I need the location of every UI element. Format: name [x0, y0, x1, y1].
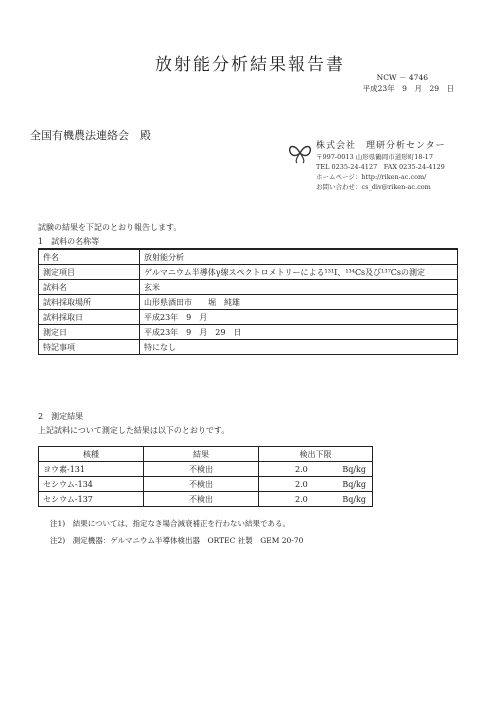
row-label: 試料採取日 [39, 310, 140, 325]
limit-unit: Bq/kg [342, 464, 366, 474]
limit-unit: Bq/kg [342, 494, 366, 504]
limit-value: 2.0 [295, 494, 308, 504]
limit-cell [259, 492, 373, 507]
row-value: 玄米 [140, 280, 458, 295]
row-label: 試料名 [39, 280, 140, 295]
table-row [39, 492, 373, 507]
result-cell: 不検出 [144, 492, 259, 507]
limit-unit: Bq/kg [342, 479, 366, 489]
nuclide-cell: ヨウ素-131 [39, 462, 144, 477]
note-1: 注1) 結果については、指定なき場合減衰補正を行わない結果である。 [50, 519, 291, 528]
row-value: 放射能分析 [140, 249, 458, 265]
table-row [39, 249, 458, 265]
section2-title: 2 測定結果 [38, 412, 84, 421]
table-row [39, 265, 458, 280]
table-row [39, 280, 458, 295]
limit-value: 2.0 [295, 464, 308, 474]
company-contact: お問い合わせ：cs_div@riken-ac.com [316, 183, 431, 191]
section1-title: 1 試料の名称等 [38, 237, 100, 246]
table-row [39, 310, 458, 325]
company-phone-fax: TEL 0235-24-4127 FAX 0235-24-4129 [316, 163, 445, 171]
company-name: 株式会社 理研分析センター [316, 141, 446, 151]
row-value: ゲルマニウム半導体γ線スペクトロメトリーによる¹³¹I、¹³⁴Cs及び¹³⁷Csの測定 [140, 265, 458, 280]
row-value: 平成23年 9 月 [140, 310, 458, 325]
row-label: 測定項目 [39, 265, 140, 280]
company-logo-icon [287, 142, 313, 164]
column-header: 検出下限 [259, 447, 373, 462]
recipient: 全国有機農法連絡会 殿 [30, 129, 151, 142]
column-header: 核種 [39, 447, 144, 462]
company-homepage: ホームページ：http://riken-ac.com/ [316, 173, 427, 181]
results-table [38, 446, 373, 507]
table-row [39, 462, 373, 477]
row-label: 測定日 [39, 325, 140, 340]
table-row [39, 340, 458, 355]
result-cell: 不検出 [144, 462, 259, 477]
row-label: 試料採取場所 [39, 295, 140, 310]
column-header: 結果 [144, 447, 259, 462]
result-cell: 不検出 [144, 477, 259, 492]
limit-cell [259, 477, 373, 492]
sample-info-table [38, 248, 458, 355]
section2-intro: 上記試料について測定した結果は以下のとおりです。 [38, 426, 230, 435]
row-value: 平成23年 9 月 29 日 [140, 325, 458, 340]
limit-cell [259, 462, 373, 477]
nuclide-cell: セシウム-134 [39, 477, 144, 492]
document-number: NCW － 4746 [376, 73, 428, 82]
nuclide-cell: セシウム-137 [39, 492, 144, 507]
limit-value: 2.0 [295, 479, 308, 489]
table-row [39, 477, 373, 492]
row-label: 件名 [39, 249, 140, 265]
row-label: 特記事項 [39, 340, 140, 355]
table-header-row [39, 447, 373, 462]
row-value: 山形県酒田市 堀 純雄 [140, 295, 458, 310]
document-date: 平成23年 9 月 29 日 [362, 84, 454, 93]
report-title: 放射能分析結果報告書 [155, 55, 345, 75]
row-value: 特になし [140, 340, 458, 355]
table-row [39, 295, 458, 310]
note-2: 注2) 測定機器：ゲルマニウム半導体検出器 ORTEC 社製 GEM 20-70 [50, 536, 304, 545]
intro-text: 試験の結果を下記のとおり報告します。 [38, 223, 182, 232]
company-address: 〒997-0013 山形県鶴岡市道形町18-17 [316, 153, 433, 161]
table-row [39, 325, 458, 340]
